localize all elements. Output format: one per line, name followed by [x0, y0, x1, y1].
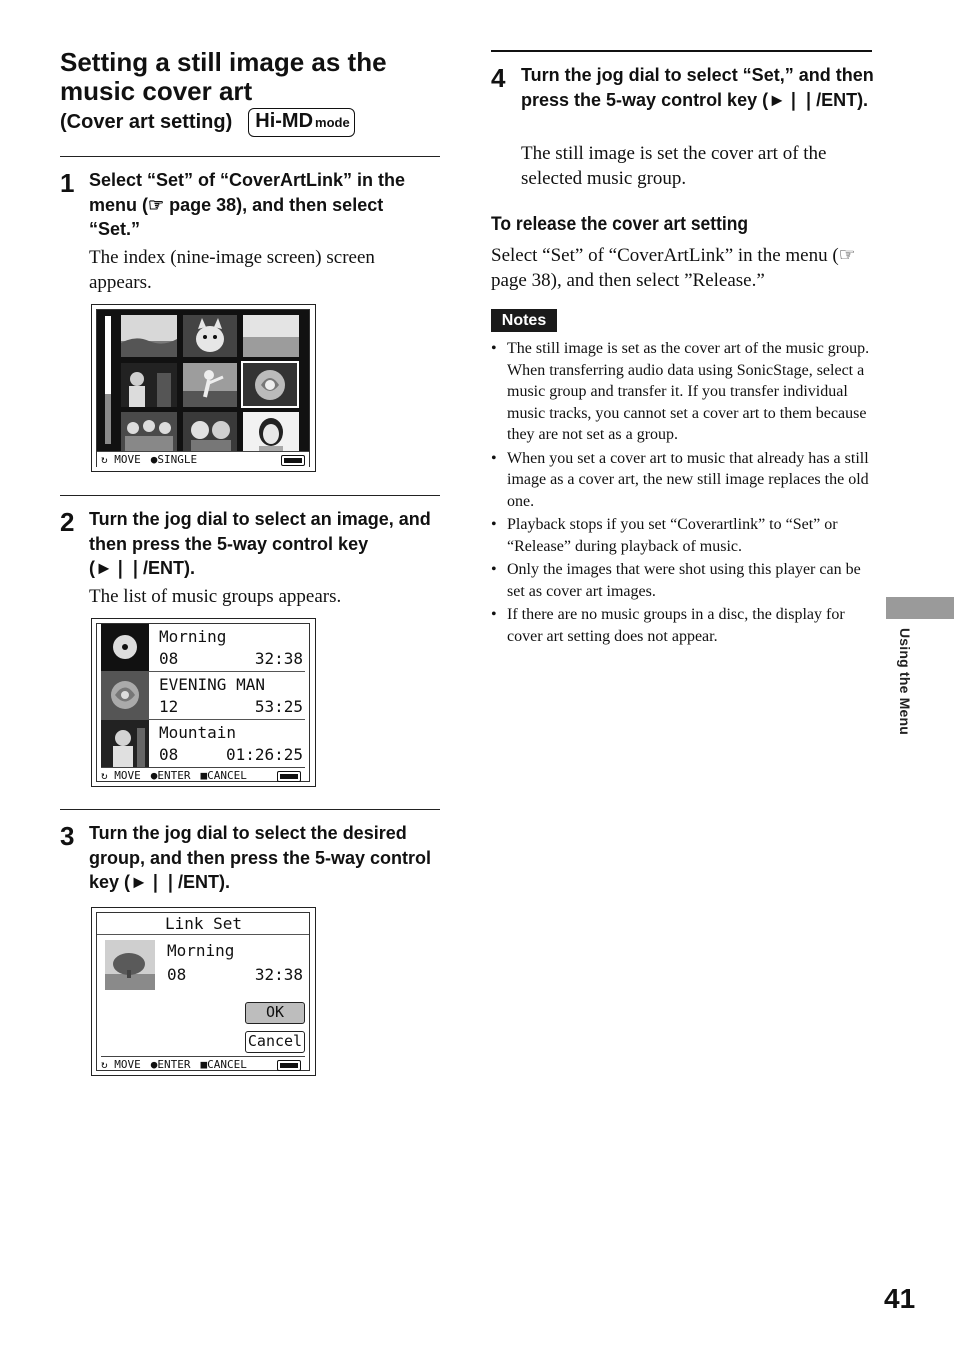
bullet-icon: • — [491, 340, 497, 357]
step-4-number: 4 — [491, 63, 506, 93]
step-2-heading: Turn the jog dial to select an image, and then press the 5-way control key (►❘❘/ENT). — [89, 509, 431, 578]
scroll-bar[interactable] — [105, 316, 111, 444]
footer-move-hint: ↻ MOVE — [101, 1058, 141, 1071]
group-duration: 53:25 — [254, 697, 303, 716]
screen2-footer — [101, 767, 305, 784]
group-name: EVENING MAN — [159, 675, 265, 694]
note-text: Playback stops if you set “Coverartlink” to “Set” or “Release” during playback of music. — [507, 516, 838, 555]
group-name: Morning — [167, 941, 235, 960]
notes-label: Notes — [491, 309, 557, 332]
group-list-figure — [91, 618, 316, 787]
group-row[interactable] — [101, 720, 305, 768]
battery-icon — [281, 455, 305, 466]
ok-button[interactable]: OK — [245, 1002, 305, 1024]
rose-cover-art — [101, 672, 149, 719]
footer-single-hint: ●SINGLE — [150, 453, 198, 466]
group-name: Mountain — [159, 723, 237, 742]
note-text: Only the images that were shot using this player can be set as cover art images. — [507, 561, 861, 600]
page-number: 41 — [884, 1283, 916, 1314]
divider — [60, 156, 440, 157]
bullet-icon: • — [491, 449, 497, 467]
note-text: If there are no music groups in a disc, the display for cover art setting does not appear. — [507, 606, 845, 645]
subtitle: (Cover art setting) — [60, 111, 233, 133]
group-info — [159, 697, 303, 716]
screen1-footer — [97, 451, 309, 468]
hi-md-mode-badge — [248, 108, 354, 137]
section-label: Using the Menu — [897, 628, 913, 736]
step-4-heading: Turn the jog dial to select “Set,” and then press the 5-way control key (►❘❘/ENT). — [521, 65, 874, 110]
thumb-person-night[interactable] — [121, 363, 177, 407]
subtitle-row — [60, 108, 355, 137]
group-track-count: 08 — [159, 745, 179, 764]
page-title: Setting a still image as the music cover art — [60, 47, 387, 106]
note-item — [491, 338, 875, 446]
step-3-heading: Turn the jog dial to select the desired group, and then press the 5-way control key (►❘❘/ENT). — [89, 823, 432, 892]
battery-icon — [277, 771, 301, 782]
thumb-group-photo[interactable] — [121, 412, 177, 454]
note-text: When you set a cover art to music that already has a still image as a cover art, the new still image replaces the old one. — [507, 449, 869, 510]
index-lcd — [96, 309, 310, 467]
step-4-body: The still image is set the cover art of the selected music group. — [521, 143, 827, 189]
step-1-heading: Select “Set” of “CoverArtLink” in the menu (☞ page 38), and then select “Set.” — [89, 170, 406, 239]
index-screen-figure — [91, 304, 316, 472]
note-text: The still image is set as the cover art of the music group. When transferring audio data using SonicStage, select a music group and transfer it. If you transfer individual music tracks, you cannot set a cover art to them because they are not set as a group. — [507, 340, 870, 443]
notes-list — [491, 338, 875, 649]
footer-move-hint: ↻ MOVE — [101, 769, 141, 782]
screen3-footer — [101, 1056, 305, 1073]
bullet-icon: • — [491, 606, 497, 623]
step-3-number: 3 — [60, 821, 75, 851]
thumb-seascape[interactable] — [243, 315, 299, 357]
thumb-sports[interactable] — [183, 363, 237, 407]
group-track-count: 08 — [167, 965, 187, 984]
thumb-dog[interactable] — [183, 315, 237, 357]
step-2-number: 2 — [60, 507, 75, 537]
step-1-number: 1 — [60, 168, 75, 198]
bullet-icon: • — [491, 561, 497, 578]
cancel-button[interactable]: Cancel — [245, 1031, 305, 1053]
link-set-header-bar — [97, 913, 309, 935]
note-item — [491, 559, 875, 602]
tree-cover-art — [105, 940, 155, 990]
selected-thumb-frame[interactable] — [241, 361, 299, 408]
group-row[interactable] — [101, 672, 305, 720]
group-info — [159, 649, 303, 668]
footer-move-hint: ↻ MOVE — [101, 453, 141, 466]
release-heading: To release the cover art setting — [491, 214, 749, 235]
footer-cancel-hint: ■CANCEL — [200, 1058, 247, 1071]
group-duration: 32:38 — [254, 649, 303, 668]
section-tab — [886, 597, 954, 619]
footer-enter-hint: ●ENTER — [150, 769, 191, 782]
group-name: Morning — [159, 627, 227, 646]
thumb-landscape-sky[interactable] — [121, 315, 177, 357]
note-item — [491, 448, 875, 513]
divider — [60, 809, 440, 810]
footer-enter-hint: ●ENTER — [150, 1058, 191, 1071]
link-set-header: Link Set — [165, 914, 243, 933]
release-body: Select “Set” of “CoverArtLink” in the menu (☞ page 38), and then select ”Release.” — [491, 245, 856, 291]
group-list-lcd — [96, 623, 310, 782]
note-item — [491, 514, 875, 557]
group-row[interactable] — [101, 624, 305, 672]
note-item — [491, 604, 875, 647]
thumb-rose — [243, 363, 297, 406]
link-set-figure — [91, 907, 316, 1076]
group-track-count: 08 — [159, 649, 179, 668]
link-set-lcd — [96, 912, 310, 1071]
cd-icon — [101, 624, 149, 671]
divider — [60, 495, 440, 496]
group-duration: 32:38 — [254, 965, 303, 984]
badge-main: Hi-MD — [255, 110, 314, 132]
battery-icon — [277, 1060, 301, 1071]
thumb-portrait-woman[interactable] — [243, 412, 299, 454]
divider — [491, 50, 872, 52]
thumb-two-people[interactable] — [183, 412, 237, 454]
bullet-icon: • — [491, 516, 497, 533]
scroll-thumb[interactable] — [105, 394, 111, 444]
person-cover-art — [101, 720, 149, 767]
badge-mode: mode — [315, 115, 350, 130]
footer-cancel-hint: ■CANCEL — [200, 769, 247, 782]
group-duration: 01:26:25 — [225, 745, 303, 764]
step-2-body: The list of music groups appears. — [89, 586, 342, 607]
group-info — [159, 745, 303, 764]
step-1-body: The index (nine-image screen) screen appears. — [89, 247, 375, 293]
group-track-count: 12 — [159, 697, 179, 716]
